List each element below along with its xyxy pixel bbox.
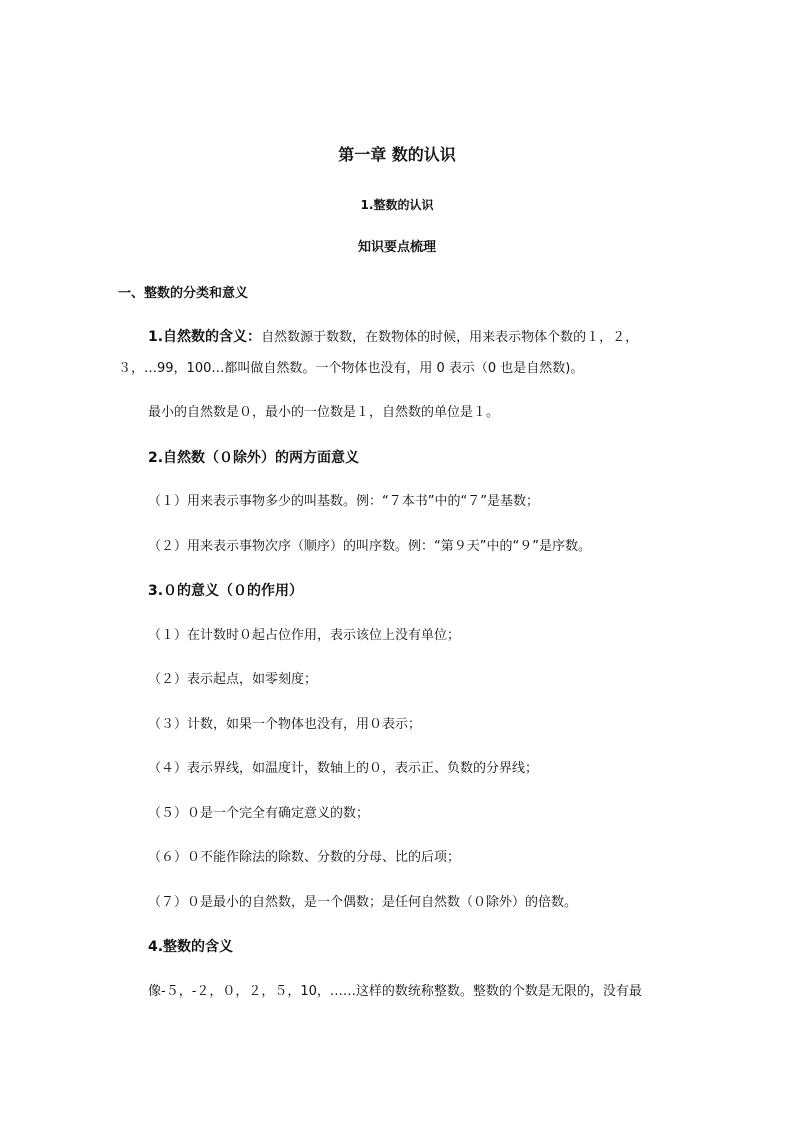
integer-meaning-text: 像-５，-２，０，２，５，10，……这样的数统称整数。整数的个数是无限的，没有最 <box>148 984 642 999</box>
list-item: （２）用来表示事物次序（顺序）的叫序数。例：“第９天”中的“９”是序数。 <box>148 539 591 554</box>
natural-number-paragraph <box>148 328 638 347</box>
smallest-natural-number-text: 最小的自然数是０，最小的一位数是１，自然数的单位是１。 <box>148 405 500 420</box>
natural-number-text-line1: 自然数源于数数，在数物体的时候，用来表示物体个数的１，２， <box>261 330 639 345</box>
section-title: 1.整数的认识 <box>360 198 434 212</box>
list-item: （３）计数，如果一个物体也没有，用０表示； <box>148 717 422 732</box>
part-one-heading: 一、整数的分类和意义 <box>118 286 249 301</box>
two-meanings-heading: 2.自然数（０除外）的两方面意义 <box>148 450 360 466</box>
subsection-title: 知识要点梳理 <box>357 240 436 255</box>
list-item: （７）０是最小的自然数，是一个偶数；是任何自然数（０除外）的倍数。 <box>148 895 578 910</box>
list-item: （４）表示界线，如温度计，数轴上的０，表示正、负数的分界线； <box>148 761 539 776</box>
list-item: （１）用来表示事物多少的叫基数。例：“７本书”中的“７”是基数； <box>148 494 539 509</box>
chapter-title: 第一章 数的认识 <box>338 145 456 164</box>
integer-meaning-heading: 4.整数的含义 <box>148 939 234 955</box>
list-item: （５）０是一个完全有确定意义的数； <box>148 806 370 821</box>
list-item: （６）０不能作除法的除数、分数的分母、比的后项； <box>148 850 461 865</box>
natural-number-heading: 1.自然数的含义： <box>148 329 262 345</box>
zero-meaning-heading: 3.０的意义（０的作用） <box>148 583 304 599</box>
list-item: （１）在计数时０起占位作用，表示该位上没有单位； <box>148 628 461 643</box>
list-item: （２）表示起点，如零刻度； <box>148 672 318 687</box>
natural-number-text-line2: ３，…99，100…都叫做自然数。一个物体也没有，用 0 表示（0 也是自然数)。 <box>118 361 584 376</box>
